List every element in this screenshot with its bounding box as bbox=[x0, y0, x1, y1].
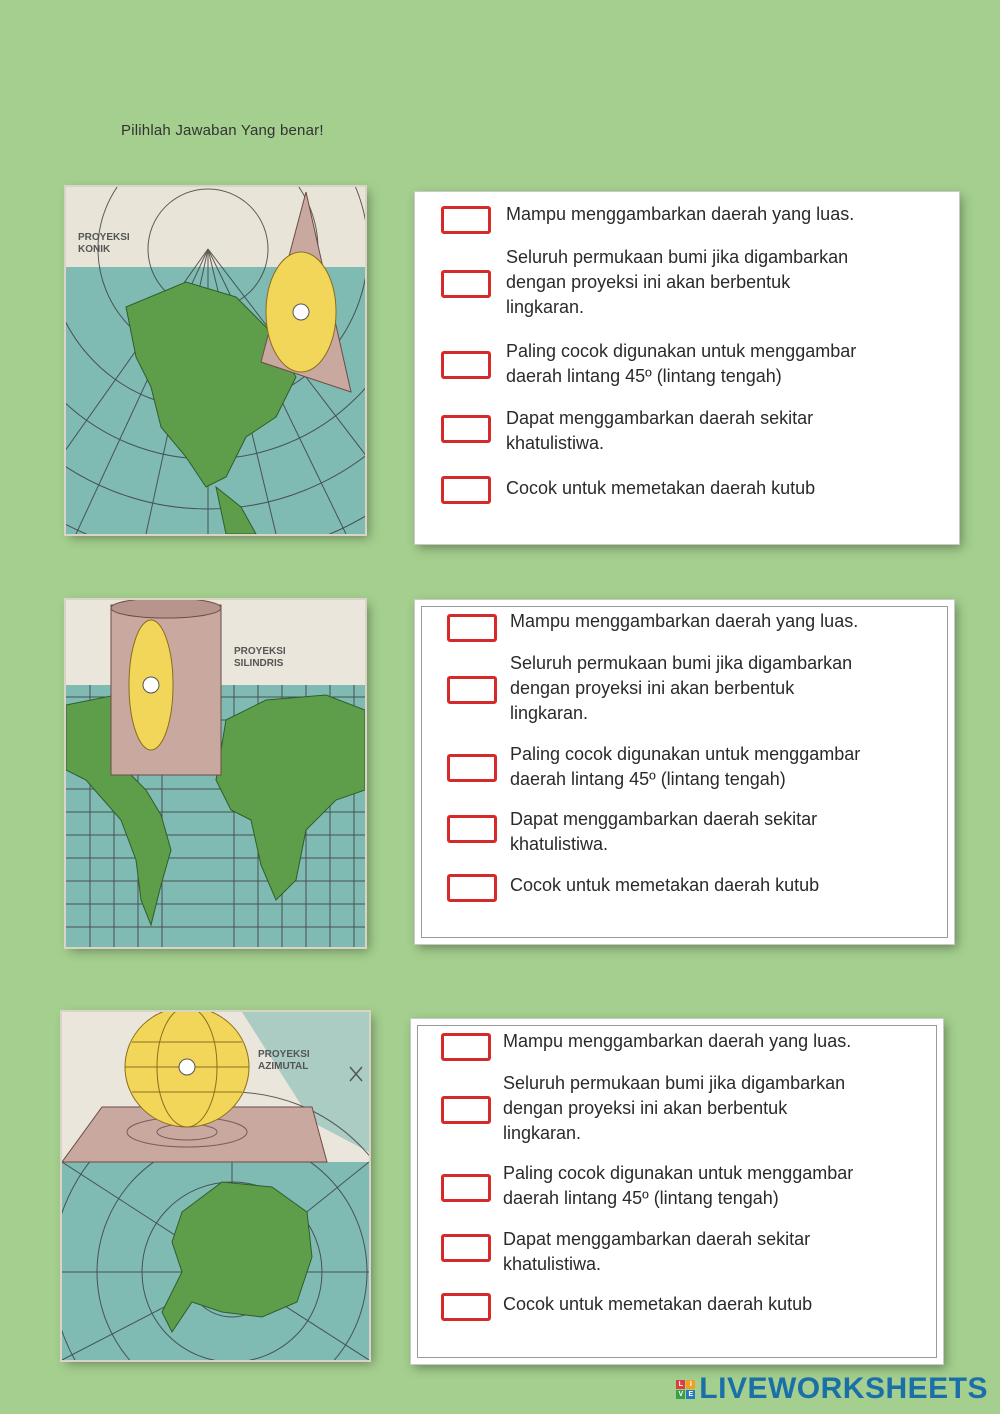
answer-checkbox[interactable] bbox=[441, 1234, 491, 1262]
logo-letter: E bbox=[686, 1390, 695, 1399]
answer-checkbox[interactable] bbox=[441, 415, 491, 443]
answer-checkbox[interactable] bbox=[441, 1033, 491, 1061]
option-text: Mampu menggambarkan daerah yang luas. bbox=[503, 1031, 852, 1051]
cylindrical-projection-image bbox=[66, 600, 365, 947]
logo-letter: V bbox=[676, 1390, 685, 1399]
answer-checkbox[interactable] bbox=[447, 676, 497, 704]
map-label-line2: SILINDRIS bbox=[234, 658, 284, 669]
option-text: Seluruh permukaan bumi jika digambarkan dengan proyeksi ini akan berbentuk lingkaran. bbox=[503, 1073, 846, 1143]
answer-checkbox[interactable] bbox=[441, 270, 491, 298]
liveworksheets-brand bbox=[676, 1372, 988, 1406]
option-text: Cocok untuk memetakan daerah kutub bbox=[506, 478, 816, 498]
answer-checkbox[interactable] bbox=[441, 1174, 491, 1202]
map-label-line1: PROYEKSI bbox=[258, 1049, 310, 1060]
option-text: Dapat menggambarkan daerah sekitar khatulistiwa. bbox=[503, 1229, 811, 1274]
option-text: Mampu menggambarkan daerah yang luas. bbox=[510, 611, 859, 631]
answer-checkbox[interactable] bbox=[447, 815, 497, 843]
answer-checkbox[interactable] bbox=[441, 351, 491, 379]
azimuthal-projection-image bbox=[62, 1012, 369, 1360]
map-label-line1: PROYEKSI bbox=[234, 646, 286, 657]
map-label-line2: KONIK bbox=[78, 244, 111, 255]
option-text: Cocok untuk memetakan daerah kutub bbox=[503, 1294, 813, 1314]
option-text: Mampu menggambarkan daerah yang luas. bbox=[506, 204, 855, 224]
answer-checkbox[interactable] bbox=[441, 1293, 491, 1321]
answer-checkbox[interactable] bbox=[447, 754, 497, 782]
answer-checkbox[interactable] bbox=[441, 476, 491, 504]
option-text: Seluruh permukaan bumi jika digambarkan dengan proyeksi ini akan berbentuk lingkaran. bbox=[510, 653, 853, 723]
conic-projection-image bbox=[66, 187, 365, 534]
answer-checkbox[interactable] bbox=[441, 1096, 491, 1124]
options-panel-azimutal bbox=[411, 1019, 943, 1364]
map-label-line2: AZIMUTAL bbox=[258, 1061, 309, 1072]
brand-name: LIVEWORKSHEETS bbox=[699, 1372, 988, 1405]
answer-checkbox[interactable] bbox=[447, 874, 497, 902]
answer-checkbox[interactable] bbox=[441, 206, 491, 234]
logo-letter: L bbox=[676, 1380, 685, 1389]
map-label-line1: PROYEKSI bbox=[78, 232, 130, 243]
option-text: Dapat menggambarkan daerah sekitar khatulistiwa. bbox=[510, 809, 818, 854]
option-text: Seluruh permukaan bumi jika digambarkan dengan proyeksi ini akan berbentuk lingkaran. bbox=[506, 247, 849, 317]
logo-letter: I bbox=[686, 1380, 695, 1389]
instruction-text: Pilihlah Jawaban Yang benar! bbox=[121, 122, 324, 139]
option-text: Paling cocok digunakan untuk menggambar daerah lintang 45º (lintang tengah) bbox=[503, 1163, 854, 1208]
liveworksheets-logo-icon bbox=[676, 1380, 695, 1399]
option-text: Paling cocok digunakan untuk menggambar daerah lintang 45º (lintang tengah) bbox=[506, 341, 857, 386]
option-text: Dapat menggambarkan daerah sekitar khatulistiwa. bbox=[506, 408, 814, 453]
option-text: Paling cocok digunakan untuk menggambar daerah lintang 45º (lintang tengah) bbox=[510, 744, 861, 789]
option-text: Cocok untuk memetakan daerah kutub bbox=[510, 875, 820, 895]
answer-checkbox[interactable] bbox=[447, 614, 497, 642]
options-panel-konik bbox=[415, 192, 959, 544]
options-panel-silindris bbox=[415, 600, 954, 944]
